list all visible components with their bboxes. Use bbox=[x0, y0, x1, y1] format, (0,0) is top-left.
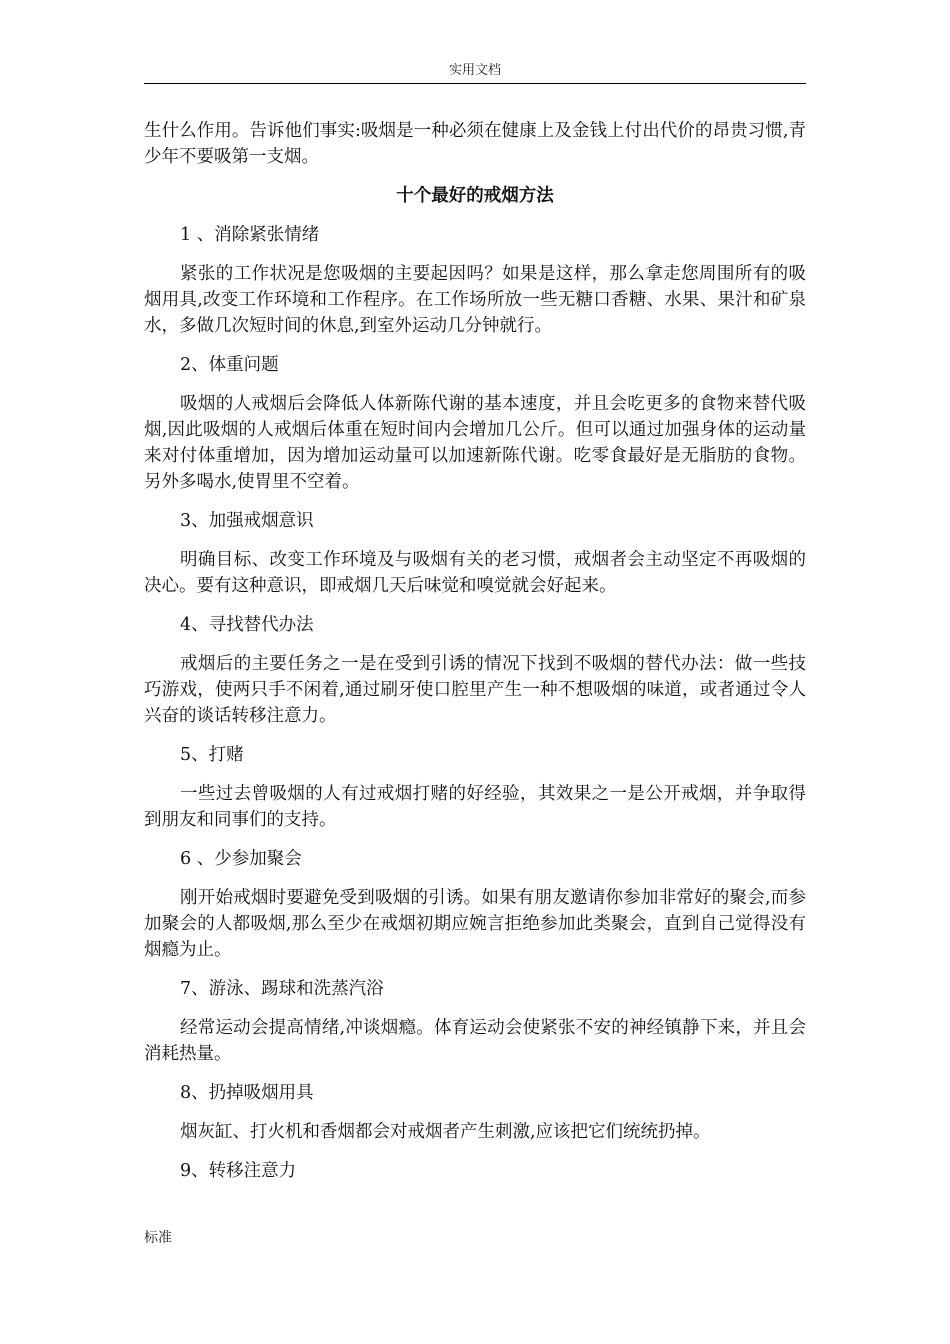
section-body-5: 一些过去曾吸烟的人有过戒烟打赌的好经验，其效果之一是公开戒烟，并争取得到朋友和同事们的支持。 bbox=[144, 784, 806, 830]
spacer bbox=[144, 1002, 806, 1015]
page-footer: 标准 bbox=[144, 1230, 172, 1246]
spacer bbox=[144, 638, 806, 651]
spacer bbox=[144, 534, 806, 547]
section-body-4: 戒烟后的主要任务之一是在受到引诱的情况下找到不吸烟的替代办法：做一些技巧游戏，使两只手不闲着,通过刷牙使口腔里产生一种不想吸烟的味道，或者通过令人兴奋的谈话转移注意力。 bbox=[144, 654, 806, 726]
spacer bbox=[144, 963, 806, 976]
section-heading-5: 5、打赌 bbox=[180, 745, 244, 765]
spacer bbox=[144, 209, 806, 222]
intro-paragraph: 生什么作用。告诉他们事实:吸烟是一种必须在健康上及金钱上付出代价的昂贵习惯,青少年不要吸第一支烟。 bbox=[144, 121, 806, 167]
spacer bbox=[144, 1145, 806, 1158]
spacer bbox=[144, 1106, 806, 1119]
section-body-2: 吸烟的人戒烟后会降低人体新陈代谢的基本速度，并且会吃更多的食物来替代吸烟,因此吸烟的人戒烟后体重在短时间内会增加几公斤。但可以通过加强身体的运动量来对付体重增加，因为增加运动量可以加速新陈代谢。吃零食最好是无脂肪的食物。另外多喝水,使胃里不空着。 bbox=[144, 394, 806, 492]
spacer bbox=[144, 729, 806, 742]
section-heading-7: 7、游泳、踢球和洗蒸汽浴 bbox=[180, 979, 384, 999]
spacer bbox=[144, 248, 806, 261]
section-body-1: 紧张的工作状况是您吸烟的主要起因吗？如果是这样，那么拿走您周围所有的吸烟用具,改变工作环境和工作程序。在工作场所放一些无糖口香糖、水果、果汁和矿泉水，多做几次短时间的休息,到室外运动几分钟就行。 bbox=[144, 264, 806, 336]
section-title: 十个最好的戒烟方法 bbox=[396, 186, 554, 206]
document-body bbox=[144, 118, 806, 1184]
section-heading-3: 3、加强戒烟意识 bbox=[180, 511, 314, 531]
section-body-6: 刚开始戒烟时要避免受到吸烟的引诱。如果有朋友邀请你参加非常好的聚会,而参加聚会的人都吸烟,那么至少在戒烟初期应婉言拒绝参加此类聚会，直到自己觉得没有烟瘾为止。 bbox=[144, 888, 806, 960]
spacer bbox=[144, 170, 806, 183]
section-heading-9: 9、转移注意力 bbox=[180, 1161, 297, 1181]
header-divider bbox=[144, 83, 806, 84]
page-header: 实用文档 bbox=[448, 63, 501, 78]
spacer bbox=[144, 833, 806, 846]
section-heading-4: 4、寻找替代办法 bbox=[180, 615, 314, 635]
spacer bbox=[144, 768, 806, 781]
section-heading-8: 8、扔掉吸烟用具 bbox=[180, 1083, 314, 1103]
section-heading-2: 2、体重问题 bbox=[180, 355, 279, 375]
section-body-8: 烟灰缸、打火机和香烟都会对戒烟者产生刺激,应该把它们统统扔掉。 bbox=[180, 1122, 711, 1142]
spacer bbox=[144, 872, 806, 885]
spacer bbox=[144, 378, 806, 391]
spacer bbox=[144, 339, 806, 352]
section-heading-1: 1 、消除紧张情绪 bbox=[180, 225, 320, 245]
spacer bbox=[144, 495, 806, 508]
spacer bbox=[144, 599, 806, 612]
spacer bbox=[144, 1067, 806, 1080]
section-body-3: 明确目标、改变工作环境及与吸烟有关的老习惯，戒烟者会主动坚定不再吸烟的决心。要有这种意识，即戒烟几天后味觉和嗅觉就会好起来。 bbox=[144, 550, 806, 596]
section-heading-6: 6 、少参加聚会 bbox=[180, 849, 302, 869]
section-body-7: 经常运动会提高情绪,冲谈烟瘾。体育运动会使紧张不安的神经镇静下来，并且会消耗热量。 bbox=[144, 1018, 806, 1064]
